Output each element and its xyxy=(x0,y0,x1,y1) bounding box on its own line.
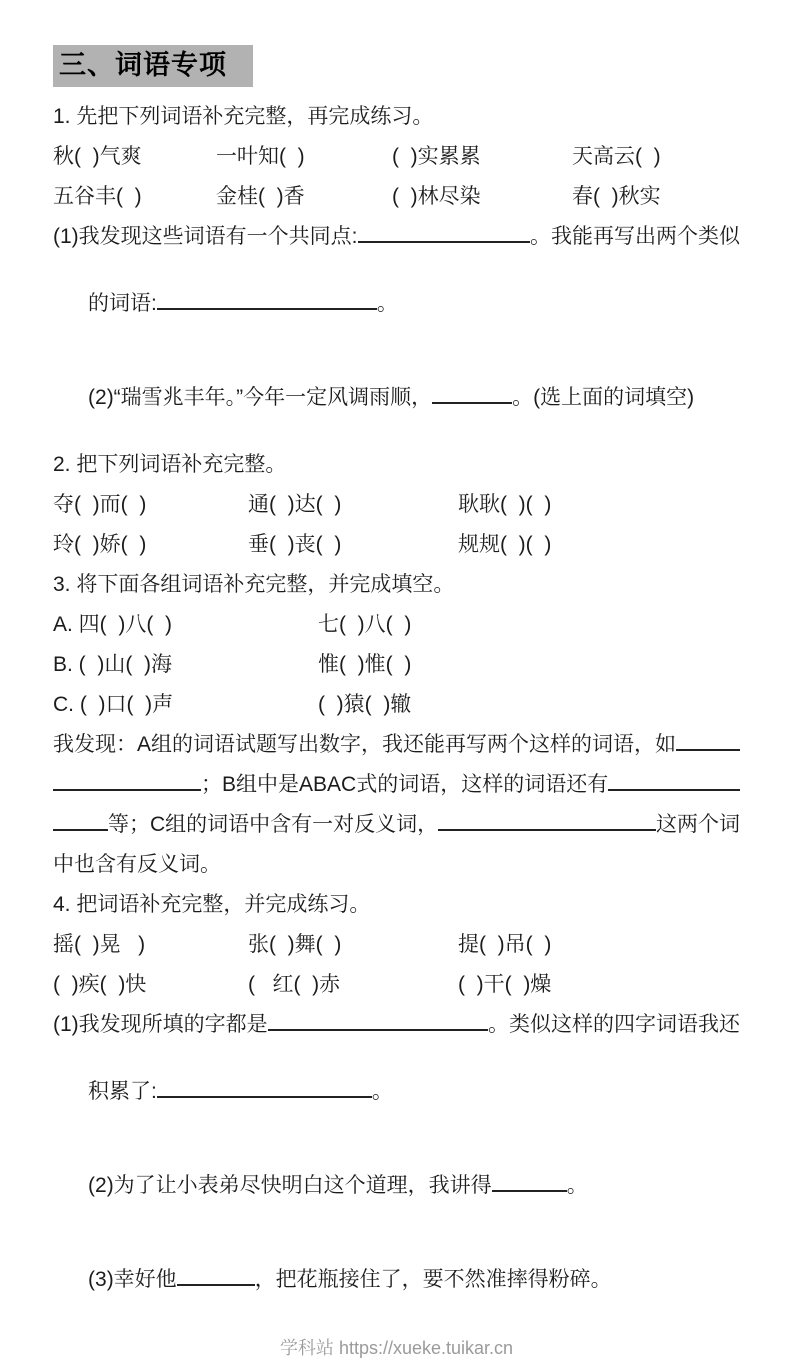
q1-sub1-line2 xyxy=(53,263,740,344)
word-item: 垂( )丧( ) xyxy=(248,533,342,556)
blank-field[interactable] xyxy=(608,789,740,791)
q4-word-row-2 xyxy=(53,971,740,998)
word-item: 玲( )娇( ) xyxy=(53,533,147,556)
word-item: ( 红( )赤 xyxy=(248,973,341,996)
question-text: 这两个词 xyxy=(656,813,740,836)
q1-word-row-2 xyxy=(53,183,740,210)
question-text: ，把花瓶接住了，要不然准摔得粉碎。 xyxy=(254,1268,612,1291)
question-text: 。 xyxy=(371,1080,393,1103)
word-item: B. ( )山( )海 xyxy=(53,653,172,676)
q4-sub1-line2 xyxy=(53,1051,740,1132)
q3-word-row-c xyxy=(53,691,740,718)
word-item: ( )林尽染 xyxy=(392,185,481,208)
blank-field[interactable] xyxy=(177,1284,255,1286)
word-item: 一叶知( ) xyxy=(216,145,305,168)
question-text: (1)我发现这些词语有一个共同点: xyxy=(53,225,358,248)
blank-field[interactable] xyxy=(358,241,531,243)
section-title: 三、词语专项 xyxy=(53,45,253,87)
blank-field[interactable] xyxy=(157,308,377,310)
blank-field[interactable] xyxy=(53,789,201,791)
blank-field[interactable] xyxy=(53,829,108,831)
word-item: 提( )吊( ) xyxy=(458,933,552,956)
word-item: 春( )秋实 xyxy=(572,185,661,208)
q3-para-line2 xyxy=(53,771,740,798)
blank-field[interactable] xyxy=(157,1096,372,1098)
q3-word-row-a xyxy=(53,611,740,638)
blank-field[interactable] xyxy=(492,1190,567,1192)
word-item: 惟( )惟( ) xyxy=(318,653,412,676)
q3-heading: 3. 将下面各组词语补充完整，并完成填空。 xyxy=(53,573,455,596)
q1-sub1-line1 xyxy=(53,223,740,250)
q3-para-line3 xyxy=(53,811,740,838)
blank-field[interactable] xyxy=(676,749,740,751)
word-item: ( )实累累 xyxy=(392,145,481,168)
question-2 xyxy=(53,451,740,558)
question-text: 。类似这样的四字词语我还 xyxy=(488,1013,740,1036)
q2-heading: 2. 把下列词语补充完整。 xyxy=(53,453,287,476)
question-1 xyxy=(53,103,740,438)
question-3 xyxy=(53,571,740,878)
word-item: C. ( )口( )声 xyxy=(53,693,174,716)
word-item: ( )猿( )辙 xyxy=(318,693,412,716)
word-item: 通( )达( ) xyxy=(248,493,342,516)
word-item: 摇( )晃 ) xyxy=(53,933,146,956)
q4-sub1-line1 xyxy=(53,1011,740,1038)
q4-sub3 xyxy=(53,1239,740,1320)
word-item: 耿耿( )( ) xyxy=(458,493,552,516)
q2-word-row-2 xyxy=(53,531,740,558)
q3-para-line1 xyxy=(53,731,740,758)
word-item: 夺( )而( ) xyxy=(53,493,147,516)
section-title-wrap xyxy=(53,45,740,87)
question-4 xyxy=(53,891,740,1320)
question-text: 。(选上面的词填空) xyxy=(512,386,695,409)
q3-para-line4: 中也含有反义词。 xyxy=(53,853,221,876)
question-text: 。我能再写出两个类似 xyxy=(530,225,740,248)
question-text: 。 xyxy=(376,292,398,315)
q1-heading: 1. 先把下列词语补充完整，再完成练习。 xyxy=(53,105,434,128)
word-item: 张( )舞( ) xyxy=(248,933,342,956)
question-text: 积累了: xyxy=(88,1080,157,1103)
question-text: (1)我发现所填的字都是 xyxy=(53,1013,268,1036)
question-text: (3)幸好他 xyxy=(88,1268,177,1291)
q1-sub2 xyxy=(53,357,740,438)
word-item: 天高云( ) xyxy=(572,145,661,168)
blank-field[interactable] xyxy=(268,1029,488,1031)
word-item: 秋( )气爽 xyxy=(53,145,142,168)
q1-word-row-1 xyxy=(53,143,740,170)
word-item: ( )干( )燥 xyxy=(458,973,552,996)
question-text: 等；C组的词语中含有一对反义词， xyxy=(108,813,439,836)
question-text: (2)为了让小表弟尽快明白这个道理，我讲得 xyxy=(88,1174,492,1197)
blank-field[interactable] xyxy=(438,829,656,831)
footer-watermark: 学科站 https://xueke.tuikar.cn xyxy=(279,1338,514,1358)
word-item: 规规( )( ) xyxy=(458,533,552,556)
question-text: 我发现：A组的词语试题写出数字，我还能再写两个这样的词语，如 xyxy=(53,733,677,756)
word-item: A. 四( )八( ) xyxy=(53,613,172,636)
q4-word-row-1 xyxy=(53,931,740,958)
q2-word-row-1 xyxy=(53,491,740,518)
q4-heading: 4. 把词语补充完整，并完成练习。 xyxy=(53,893,371,916)
blank-field[interactable] xyxy=(432,402,512,404)
word-item: 五谷丰( ) xyxy=(53,185,142,208)
question-text: 。 xyxy=(566,1174,588,1197)
question-text: ；B组中是ABAC式的词语，这样的词语还有 xyxy=(201,773,609,796)
question-text: (2)“瑞雪兆丰年。”今年一定风调雨顺， xyxy=(88,386,433,409)
word-item: ( )疾( )快 xyxy=(53,973,147,996)
q4-sub2 xyxy=(53,1145,740,1226)
word-item: 七( )八( ) xyxy=(318,613,412,636)
word-item: 金桂( )香 xyxy=(216,185,305,208)
q3-word-row-b xyxy=(53,651,740,678)
question-text: 的词语: xyxy=(88,292,157,315)
